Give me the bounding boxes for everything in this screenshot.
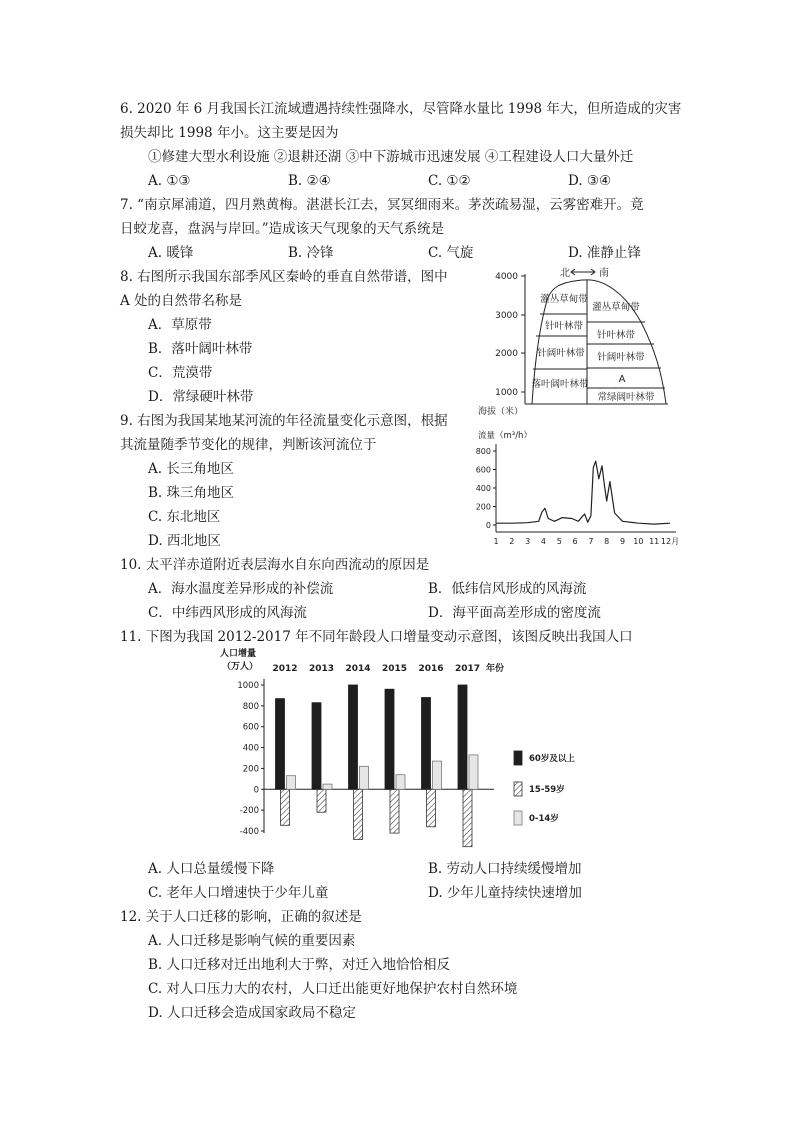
- q7-stem-line2: 日蛟龙喜，盘涡与岸回。”造成该天气现象的天气系统是: [120, 221, 445, 237]
- y-tick-label: 600: [242, 722, 259, 733]
- q7-option-d[interactable]: D. 准静止锋: [568, 245, 641, 261]
- q9-option-c[interactable]: C. 东北地区: [148, 509, 221, 525]
- y-tick-label: -400: [239, 827, 259, 837]
- y-axis-unit: （万人）: [222, 662, 259, 672]
- q7-option-a[interactable]: A. 暖锋: [148, 245, 194, 261]
- x-tick-label: 4: [540, 537, 547, 546]
- bar-2012-series0: [276, 699, 285, 790]
- bar-2013-series1: [317, 789, 326, 812]
- q11-option-d[interactable]: D. 少年儿童持续快速增加: [428, 885, 582, 901]
- belt-south-shrub-meadow: 灌丛草甸带: [592, 302, 640, 313]
- q8-stem-line2: A 处的自然带名称是: [120, 293, 243, 309]
- x-tick-label: 9: [619, 537, 626, 546]
- bar-2014-series1: [354, 789, 363, 839]
- x-axis-title: 年份: [486, 664, 505, 674]
- q8-option-c[interactable]: C．荒漠带: [148, 365, 213, 381]
- y-axis-label: 流量（m³/h）: [478, 431, 532, 441]
- belt-a-label: A: [618, 374, 626, 385]
- q10-option-c[interactable]: C．中纬西风形成的风海流: [148, 605, 307, 621]
- q6-stem-line2: 损失却比 1998 年小。这主要是因为: [120, 125, 339, 141]
- bar-2015-series0: [385, 689, 394, 789]
- belt-north-shrub-meadow: 灌丛草甸带: [540, 294, 588, 305]
- y-tick-label: 600: [476, 465, 491, 475]
- year-label-2012: 2012: [272, 664, 298, 674]
- river-runoff-chart: [476, 426, 686, 550]
- q9-stem-line1: 9. 右图为我国某地某河流的年径流量变化示意图，根据: [120, 413, 448, 429]
- q10-stem: 10. 太平洋赤道附近表层海水自东向西流动的原因是: [120, 557, 430, 573]
- direction-south: 南: [599, 268, 609, 279]
- q7-option-c[interactable]: C. 气旋: [428, 245, 474, 261]
- q10-option-d[interactable]: D．海平面高差形成的密度流: [428, 605, 601, 621]
- bar-2014-series0: [349, 685, 358, 789]
- q6-option-a[interactable]: A. ①③: [148, 173, 191, 189]
- y-tick-label: 400: [476, 484, 491, 493]
- x-tick-label: 8: [604, 537, 610, 546]
- y-axis-label: 人口增量: [220, 649, 257, 659]
- year-label-2016: 2016: [418, 664, 444, 674]
- x-tick-label: 11: [649, 537, 660, 546]
- q7-stem-line1: 7. “南京犀浦道，四月熟黄梅。湛湛长江去，冥冥细雨来。茅茨疏易湿，云雾密难开。竟: [120, 197, 644, 213]
- bar-2017-series1: [463, 789, 472, 846]
- q10-option-b[interactable]: B．低纬信风形成的风海流: [428, 581, 587, 597]
- q9-option-d[interactable]: D. 西北地区: [148, 533, 221, 549]
- x-tick-label: 6: [572, 537, 578, 546]
- y-tick: 1000: [495, 388, 518, 398]
- bar-2017-series2: [469, 755, 478, 789]
- q6-option-b[interactable]: B. ②④: [288, 173, 331, 189]
- q6-stem-line1: 6. 2020 年 6 月我国长江流域遭遇持续性强降水，尽管降水量比 1998 年大，但所造成的灾害: [120, 101, 682, 117]
- legend-swatch-1: [514, 782, 522, 796]
- belt-north-deciduous: 落叶阔叶林带: [531, 379, 589, 390]
- bar-2015-series1: [390, 789, 399, 833]
- bar-2012-series2: [287, 776, 296, 790]
- y-tick-label: 400: [242, 743, 259, 754]
- bar-2013-series0: [312, 703, 321, 790]
- x-tick-label: 10: [633, 537, 644, 546]
- x-tick-label: 2: [509, 537, 515, 546]
- y-tick-label: 800: [242, 701, 259, 712]
- bar-2017-series0: [458, 685, 467, 789]
- bar-2015-series2: [396, 775, 405, 790]
- y-tick-label: 0: [253, 785, 259, 796]
- legend-swatch-2: [514, 811, 522, 825]
- legend-label-1: 15-59岁: [529, 785, 565, 795]
- legend-swatch-0: [514, 751, 522, 765]
- q12-option-c[interactable]: C. 对人口压力大的农村，人口迁出能更好地保护农村自然环境: [148, 981, 518, 997]
- bar-2012-series1: [281, 789, 290, 825]
- y-tick-label: 1000: [237, 681, 259, 691]
- belt-south-conifer: 针叶林带: [596, 330, 636, 341]
- q12-stem: 12. 关于人口迁移的影响，正确的叙述是: [120, 909, 362, 925]
- q8-option-a[interactable]: A．草原带: [148, 317, 212, 333]
- y-tick-label: 0: [485, 521, 491, 530]
- q12-option-d[interactable]: D. 人口迁移会造成国家政局不稳定: [148, 1005, 356, 1021]
- bar-2016-series0: [422, 698, 431, 790]
- x-tick-label: 5: [556, 537, 562, 546]
- bar-2013-series2: [323, 784, 332, 789]
- q11-stem: 11. 下图为我国 2012-2017 年不同年龄段人口增量变动示意图，该图反映出我国人口: [120, 629, 633, 645]
- y-tick-label: 800: [476, 447, 491, 456]
- y-tick-label: -200: [239, 806, 259, 817]
- year-label-2013: 2013: [308, 664, 335, 674]
- q9-stem-line2: 其流量随季节变化的规律，判断该河流位于: [120, 437, 377, 453]
- belt-south-evergreen: 常绿阔叶林带: [597, 392, 655, 403]
- q9-option-b[interactable]: B. 珠三角地区: [148, 485, 235, 501]
- q11-option-c[interactable]: C. 老年人口增速快于少年儿童: [148, 885, 329, 901]
- q8-option-d[interactable]: D．常绿硬叶林带: [148, 389, 254, 405]
- legend-label-0: 60岁及以上: [529, 754, 575, 764]
- belt-north-conifer: 针叶林带: [544, 321, 584, 332]
- direction-north: 北: [560, 268, 570, 279]
- y-tick-label: 200: [242, 764, 259, 775]
- year-label-2014: 2014: [345, 664, 371, 674]
- q11-option-b[interactable]: B. 劳动人口持续缓慢增加: [428, 861, 582, 877]
- x-tick-label: 1: [493, 537, 499, 546]
- belt-south-mixed: 针阔叶林带: [597, 352, 645, 363]
- x-tick-label: 7: [588, 537, 594, 546]
- bar-2016-series1: [427, 789, 436, 827]
- q12-option-b[interactable]: B. 人口迁移对迁出地利大于弊，对迁入地恰恰相反: [148, 957, 451, 973]
- year-label-2017: 2017: [454, 664, 481, 674]
- x-tick-label: 12月: [660, 537, 680, 546]
- y-tick: 3000: [495, 311, 518, 321]
- population-increment-chart: [218, 646, 610, 850]
- y-tick: 2000: [495, 349, 518, 359]
- y-tick: 4000: [495, 272, 518, 282]
- y-axis-label: 海拔（米）: [478, 407, 524, 417]
- bar-2014-series2: [360, 766, 369, 789]
- q6-option-d[interactable]: D. ③④: [568, 173, 612, 189]
- q8-stem-line1: 8. 右图所示我国东部季风区秦岭的垂直自然带谱，图中: [120, 269, 448, 285]
- q8-option-b[interactable]: B．落叶阔叶林带: [148, 341, 253, 357]
- q9-option-a[interactable]: A. 长三角地区: [148, 461, 234, 477]
- bar-2016-series2: [433, 761, 442, 789]
- q10-option-a[interactable]: A．海水温度差异形成的补偿流: [148, 581, 334, 597]
- legend-label-2: 0-14岁: [529, 814, 559, 824]
- mountain-zonation-diagram: [476, 264, 676, 422]
- x-tick-label: 3: [525, 537, 531, 546]
- q6-option-c[interactable]: C. ①②: [428, 173, 471, 189]
- belt-north-mixed: 针阔叶林带: [537, 348, 585, 359]
- q12-option-a[interactable]: A. 人口迁移是影响气候的重要因素: [148, 933, 356, 949]
- year-label-2015: 2015: [381, 664, 408, 674]
- q11-option-a[interactable]: A. 人口总量缓慢下降: [148, 861, 275, 877]
- q6-statements: ①修建大型水利设施 ②退耕还湖 ③中下游城市迅速发展 ④工程建设人口大量外迁: [148, 149, 634, 165]
- y-tick-label: 200: [476, 502, 491, 512]
- q7-option-b[interactable]: B. 冷锋: [288, 245, 334, 261]
- runoff-line: [496, 461, 670, 524]
